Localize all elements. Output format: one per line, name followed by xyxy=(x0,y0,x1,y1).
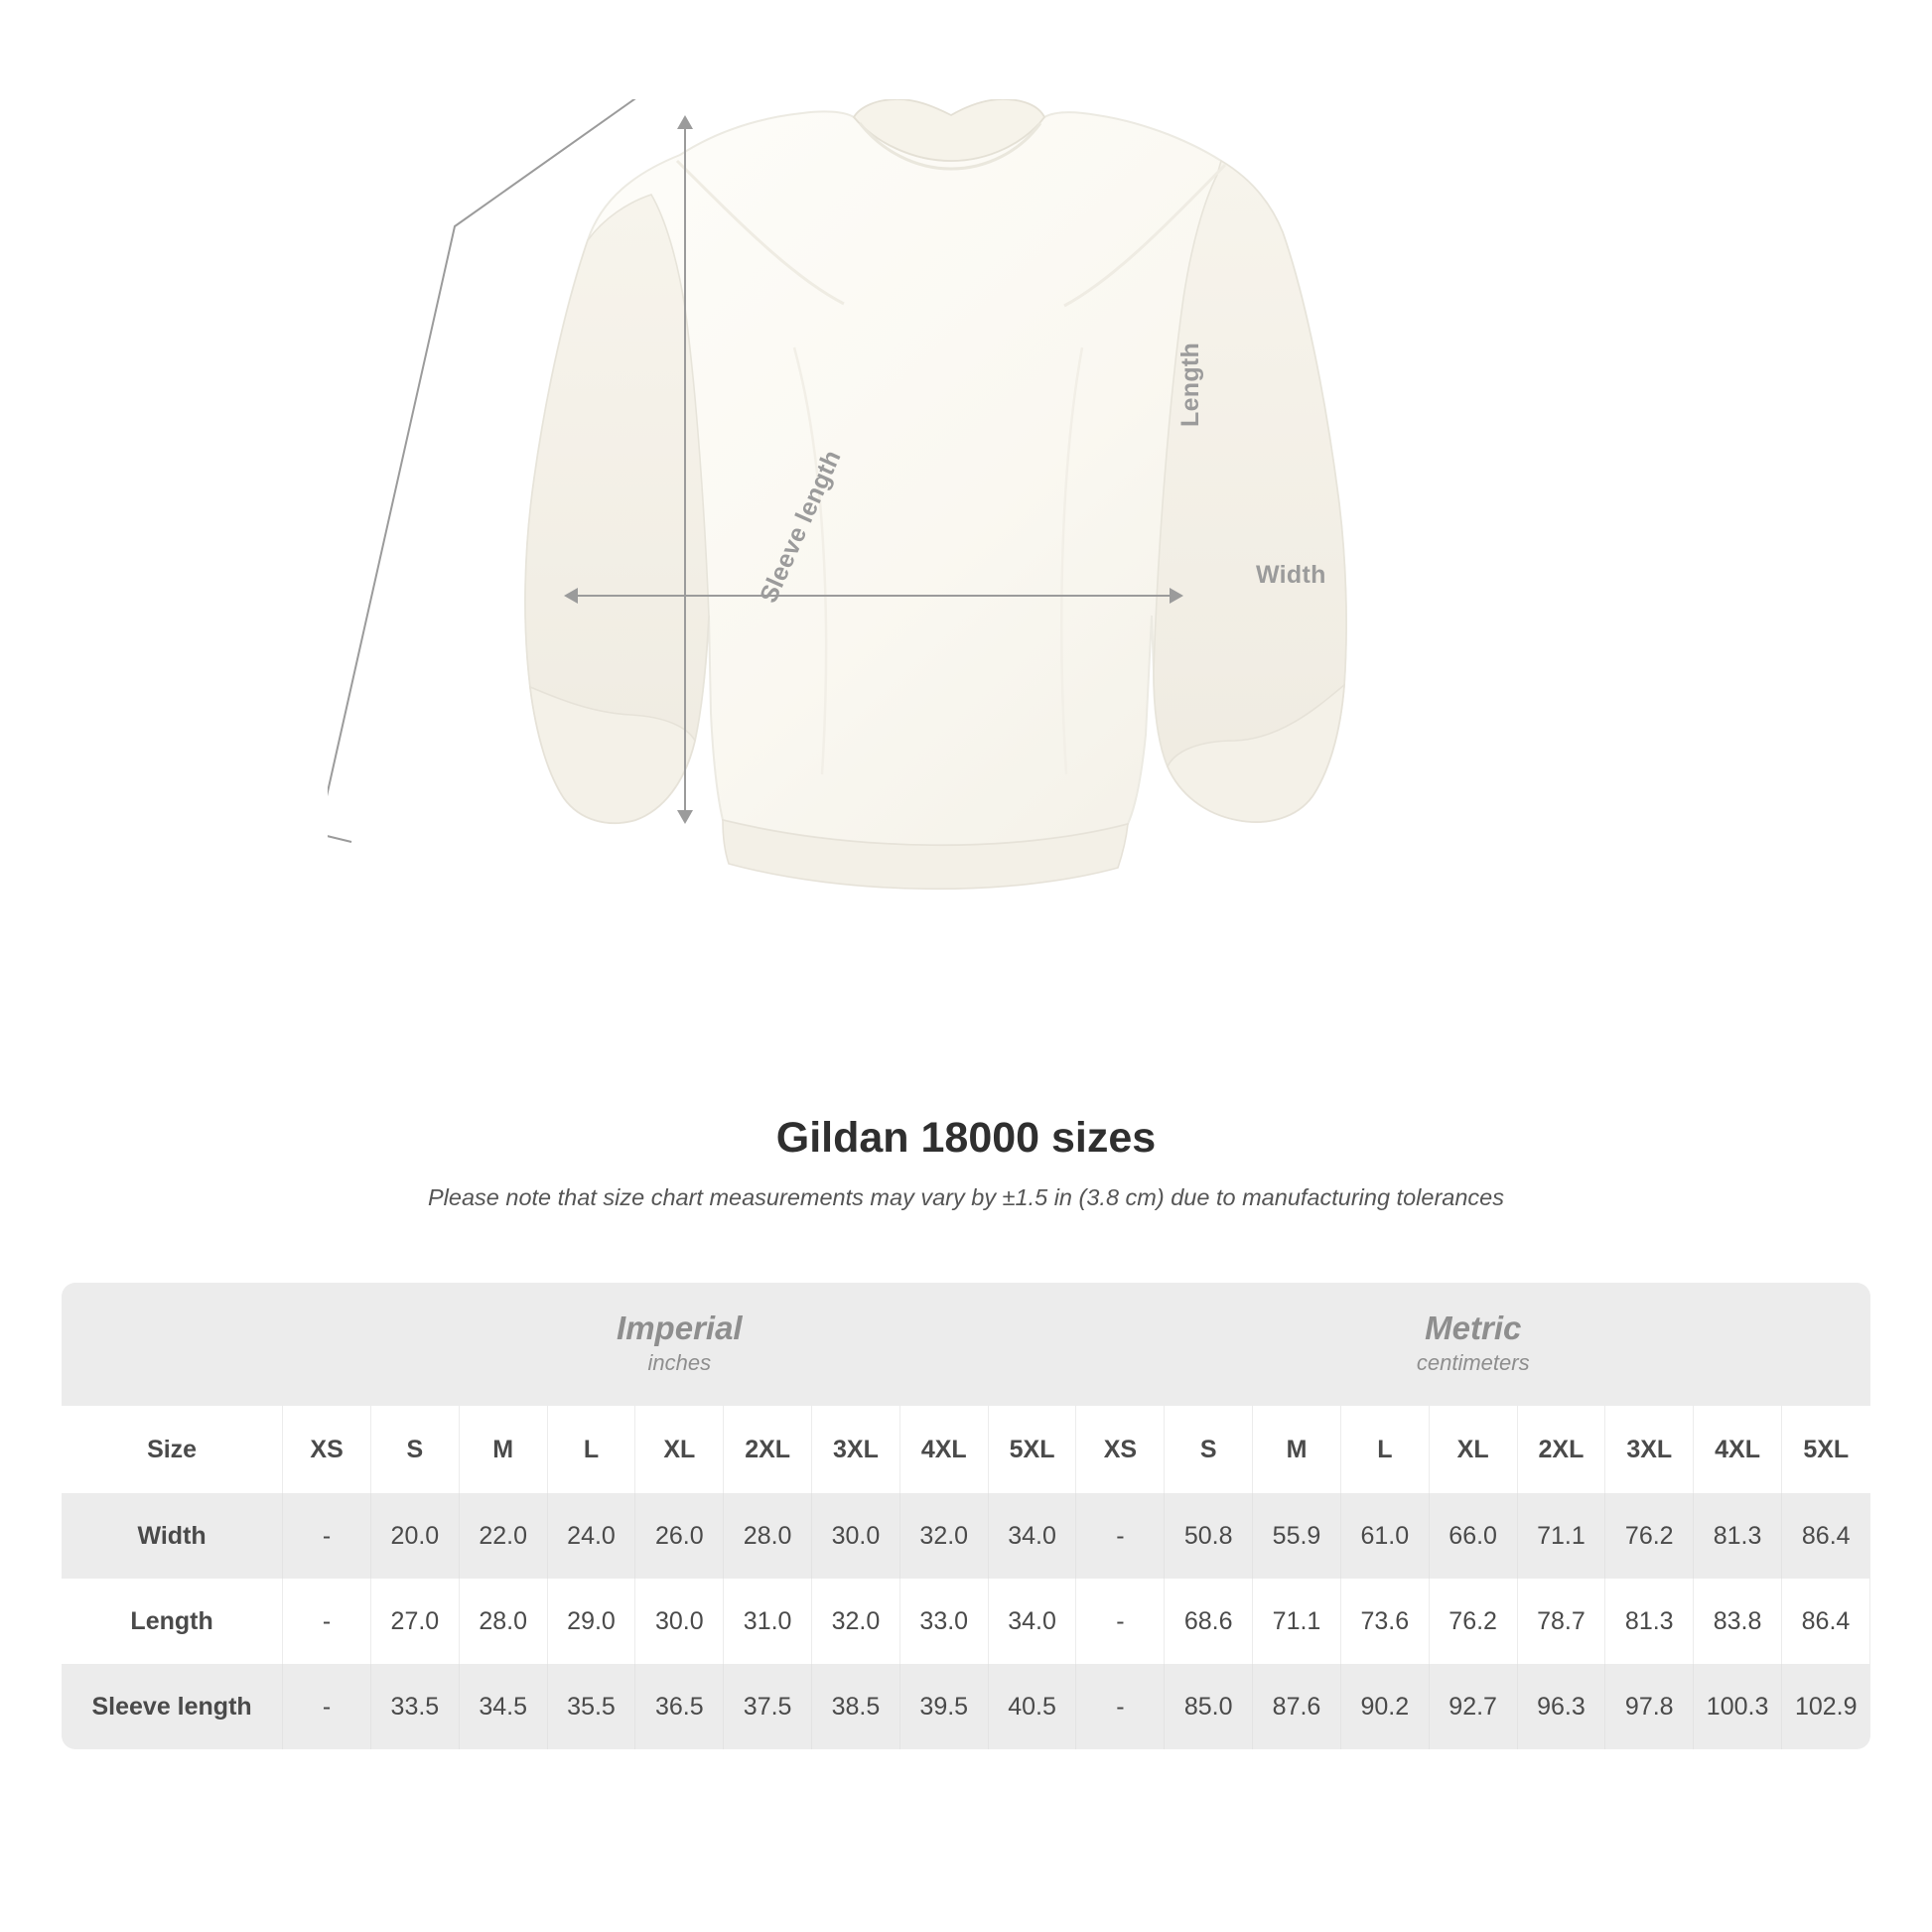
page-title: Gildan 18000 sizes xyxy=(775,1114,1157,1162)
garment-image xyxy=(328,99,1350,913)
cell-width-metric-m: 55.9 xyxy=(1253,1493,1341,1579)
cell-length-metric-l: 73.6 xyxy=(1340,1579,1429,1664)
cell-width-metric-3xl: 76.2 xyxy=(1605,1493,1694,1579)
cell-sleeve-metric-xl: 92.7 xyxy=(1429,1664,1517,1749)
unit-group-header-row xyxy=(62,1283,1870,1406)
cell-sleeve-metric-l: 90.2 xyxy=(1340,1664,1429,1749)
cell-width-imperial-s: 20.0 xyxy=(370,1493,459,1579)
header-col-m-imperial: M xyxy=(459,1406,547,1493)
group-metric-unit: centimeters xyxy=(1416,1350,1530,1376)
cell-length-imperial-xl: 30.0 xyxy=(635,1579,724,1664)
header-col-5xl-imperial: 5XL xyxy=(988,1406,1076,1493)
header-size: Size xyxy=(62,1406,283,1493)
cell-sleeve-imperial-4xl: 39.5 xyxy=(899,1664,988,1749)
cell-width-imperial-l: 24.0 xyxy=(547,1493,635,1579)
cell-sleeve-imperial-s: 33.5 xyxy=(370,1664,459,1749)
header-col-xl-metric: XL xyxy=(1429,1406,1517,1493)
cell-sleeve-metric-s: 85.0 xyxy=(1165,1664,1253,1749)
cell-width-metric-xs: - xyxy=(1076,1493,1165,1579)
cell-sleeve-imperial-3xl: 38.5 xyxy=(812,1664,900,1749)
header-col-m-metric: M xyxy=(1253,1406,1341,1493)
cell-sleeve-imperial-m: 34.5 xyxy=(459,1664,547,1749)
cell-width-imperial-5xl: 34.0 xyxy=(988,1493,1076,1579)
table-row xyxy=(62,1664,1870,1749)
header-col-xs-imperial: XS xyxy=(283,1406,371,1493)
row-label-width: Width xyxy=(62,1493,283,1579)
cell-width-metric-4xl: 81.3 xyxy=(1694,1493,1782,1579)
cell-width-imperial-m: 22.0 xyxy=(459,1493,547,1579)
cell-sleeve-imperial-xs: - xyxy=(283,1664,371,1749)
group-metric-title: Metric xyxy=(1425,1309,1522,1346)
cell-sleeve-imperial-xl: 36.5 xyxy=(635,1664,724,1749)
cell-width-imperial-4xl: 32.0 xyxy=(899,1493,988,1579)
group-metric xyxy=(1076,1283,1870,1406)
header-col-l-imperial: L xyxy=(547,1406,635,1493)
sleeve-length-label: Sleeve length xyxy=(755,446,847,608)
cell-length-imperial-3xl: 32.0 xyxy=(812,1579,900,1664)
cell-length-metric-xs: - xyxy=(1076,1579,1165,1664)
tolerance-note: Please note that size chart measurements may vary by ±1.5 in (3.8 cm) due to manufacturing tolerances xyxy=(428,1184,1504,1210)
cell-length-metric-2xl: 78.7 xyxy=(1517,1579,1605,1664)
group-spacer xyxy=(62,1283,283,1406)
row-label-sleeve-length: Sleeve length xyxy=(62,1664,283,1749)
header-col-4xl-imperial: 4XL xyxy=(899,1406,988,1493)
cell-length-metric-xl: 76.2 xyxy=(1429,1579,1517,1664)
cell-width-metric-5xl: 86.4 xyxy=(1781,1493,1869,1579)
cell-length-metric-4xl: 83.8 xyxy=(1694,1579,1782,1664)
group-imperial-title: Imperial xyxy=(617,1309,743,1346)
table-row xyxy=(62,1579,1870,1664)
header-col-l-metric: L xyxy=(1340,1406,1429,1493)
cell-sleeve-metric-xs: - xyxy=(1076,1664,1165,1749)
cell-length-metric-s: 68.6 xyxy=(1165,1579,1253,1664)
header-col-xs-metric: XS xyxy=(1076,1406,1165,1493)
cell-sleeve-metric-3xl: 97.8 xyxy=(1605,1664,1694,1749)
cell-width-imperial-xl: 26.0 xyxy=(635,1493,724,1579)
size-header-row xyxy=(62,1406,1870,1493)
header-col-5xl-metric: 5XL xyxy=(1781,1406,1869,1493)
cell-width-imperial-2xl: 28.0 xyxy=(724,1493,812,1579)
cell-sleeve-metric-4xl: 100.3 xyxy=(1694,1664,1782,1749)
chart-header xyxy=(0,1114,1932,1211)
cell-width-imperial-3xl: 30.0 xyxy=(812,1493,900,1579)
group-imperial-unit: inches xyxy=(647,1350,712,1376)
cell-length-metric-5xl: 86.4 xyxy=(1781,1579,1869,1664)
cell-sleeve-imperial-l: 35.5 xyxy=(547,1664,635,1749)
table-row xyxy=(62,1493,1870,1579)
cell-length-imperial-s: 27.0 xyxy=(370,1579,459,1664)
cell-sleeve-metric-2xl: 96.3 xyxy=(1517,1664,1605,1749)
header-col-3xl-metric: 3XL xyxy=(1605,1406,1694,1493)
cell-width-imperial-xs: - xyxy=(283,1493,371,1579)
row-label-length: Length xyxy=(62,1579,283,1664)
cell-sleeve-imperial-2xl: 37.5 xyxy=(724,1664,812,1749)
header-col-xl-imperial: XL xyxy=(635,1406,724,1493)
cell-sleeve-metric-5xl: 102.9 xyxy=(1781,1664,1869,1749)
cell-length-imperial-2xl: 31.0 xyxy=(724,1579,812,1664)
cell-length-imperial-xs: - xyxy=(283,1579,371,1664)
cell-width-metric-xl: 66.0 xyxy=(1429,1493,1517,1579)
cell-length-metric-3xl: 81.3 xyxy=(1605,1579,1694,1664)
length-label: Length xyxy=(1176,342,1204,427)
header-col-4xl-metric: 4XL xyxy=(1694,1406,1782,1493)
header-col-2xl-metric: 2XL xyxy=(1517,1406,1605,1493)
cell-width-metric-l: 61.0 xyxy=(1340,1493,1429,1579)
header-col-s-metric: S xyxy=(1165,1406,1253,1493)
header-col-3xl-imperial: 3XL xyxy=(812,1406,900,1493)
width-label: Width xyxy=(1256,561,1326,589)
header-col-2xl-imperial: 2XL xyxy=(724,1406,812,1493)
cell-sleeve-metric-m: 87.6 xyxy=(1253,1664,1341,1749)
cell-width-metric-s: 50.8 xyxy=(1165,1493,1253,1579)
size-table xyxy=(62,1283,1870,1749)
group-imperial xyxy=(283,1283,1076,1406)
size-table-wrapper xyxy=(62,1283,1870,1749)
cell-length-metric-m: 71.1 xyxy=(1253,1579,1341,1664)
cell-length-imperial-m: 28.0 xyxy=(459,1579,547,1664)
cell-width-metric-2xl: 71.1 xyxy=(1517,1493,1605,1579)
header-col-s-imperial: S xyxy=(370,1406,459,1493)
cell-length-imperial-5xl: 34.0 xyxy=(988,1579,1076,1664)
cell-length-imperial-4xl: 33.0 xyxy=(899,1579,988,1664)
measurement-guides xyxy=(328,99,1350,913)
cell-length-imperial-l: 29.0 xyxy=(547,1579,635,1664)
cell-sleeve-imperial-5xl: 40.5 xyxy=(988,1664,1076,1749)
